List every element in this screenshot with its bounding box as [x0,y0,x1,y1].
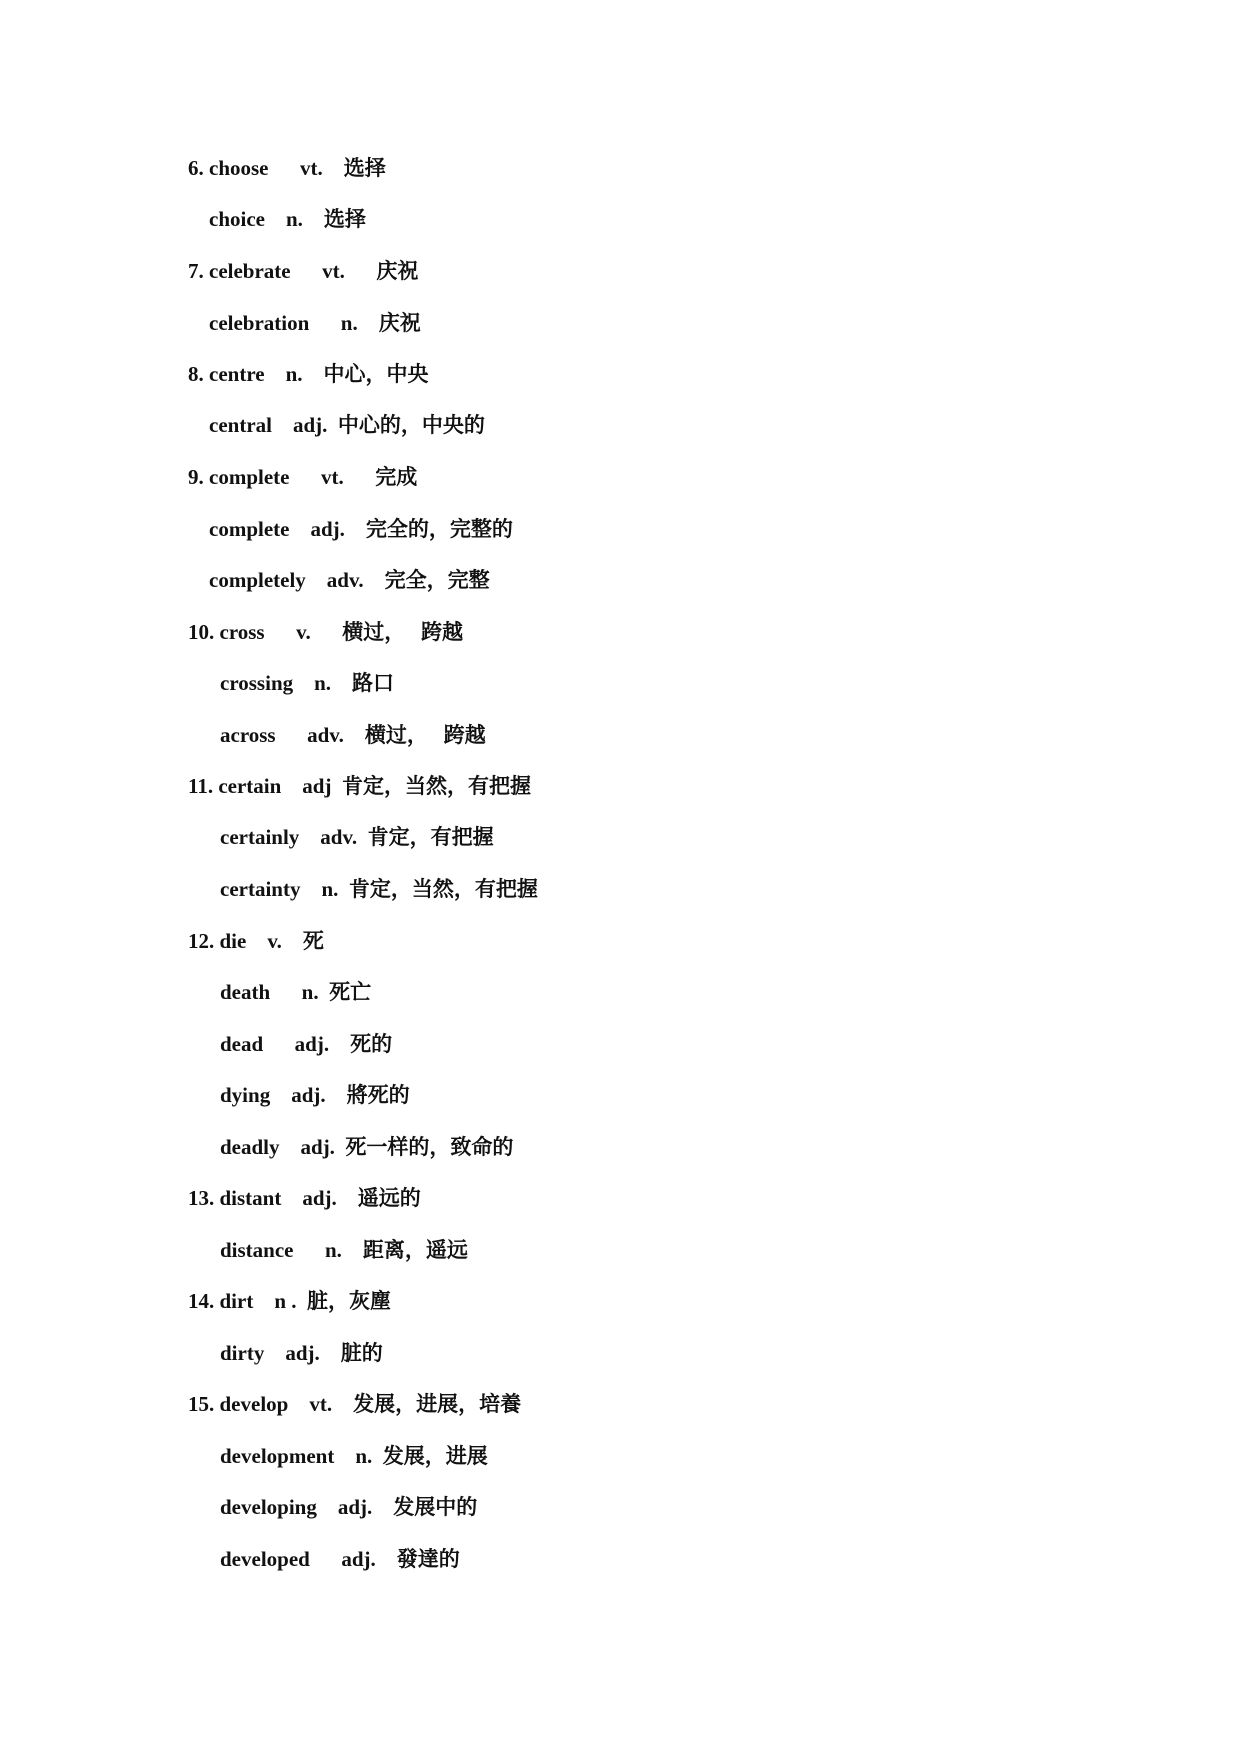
vocab-entry-dying: dying adj. 將死的 [220,1083,410,1107]
vocab-entry-choose: 6. choose vt. 选择 [188,156,386,180]
vocab-entry-cross: 10. cross v. 横过， 跨越 [188,620,463,644]
vocab-entry-dirty: dirty adj. 脏的 [220,1341,383,1365]
vocab-entry-central: central adj. 中心的，中央的 [209,413,485,437]
vocab-entry-complete-adj: complete adj. 完全的，完整的 [209,517,513,541]
vocab-entry-distance: distance n. 距离，遥远 [220,1238,468,1262]
vocab-entry-dead: dead adj. 死的 [220,1032,393,1056]
vocab-entry-celebrate: 7. celebrate vt. 庆祝 [188,259,419,283]
vocab-entry-die: 12. die v. 死 [188,929,324,953]
vocab-entry-celebration: celebration n. 庆祝 [209,311,421,335]
vocab-entry-develop: 15. develop vt. 发展，进展，培養 [188,1392,522,1416]
vocab-entry-dirt: 14. dirt n . 脏，灰塵 [188,1289,392,1313]
vocab-entry-crossing: crossing n. 路口 [220,671,395,695]
vocab-entry-development: development n. 发展，进展 [220,1444,488,1468]
vocab-entry-developed: developed adj. 發達的 [220,1547,460,1571]
vocab-entry-deadly: deadly adj. 死一样的，致命的 [220,1135,514,1159]
vocab-entry-complete-vt: 9. complete vt. 完成 [188,465,418,489]
vocab-entry-certainty: certainty n. 肯定，当然，有把握 [220,877,538,901]
vocab-entry-certain: 11. certain adj 肯定，当然，有把握 [188,774,531,798]
vocab-entry-across: across adv. 横过， 跨越 [220,723,486,747]
vocab-entry-developing: developing adj. 发展中的 [220,1495,478,1519]
vocab-entry-distant: 13. distant adj. 遥远的 [188,1186,421,1210]
vocab-entry-certainly: certainly adv. 肯定，有把握 [220,825,494,849]
vocab-entry-centre: 8. centre n. 中心，中央 [188,362,429,386]
vocab-entry-death: death n. 死亡 [220,980,372,1004]
vocab-entry-completely: completely adv. 完全，完整 [209,568,490,592]
vocab-entry-choice: choice n. 选择 [209,207,366,231]
